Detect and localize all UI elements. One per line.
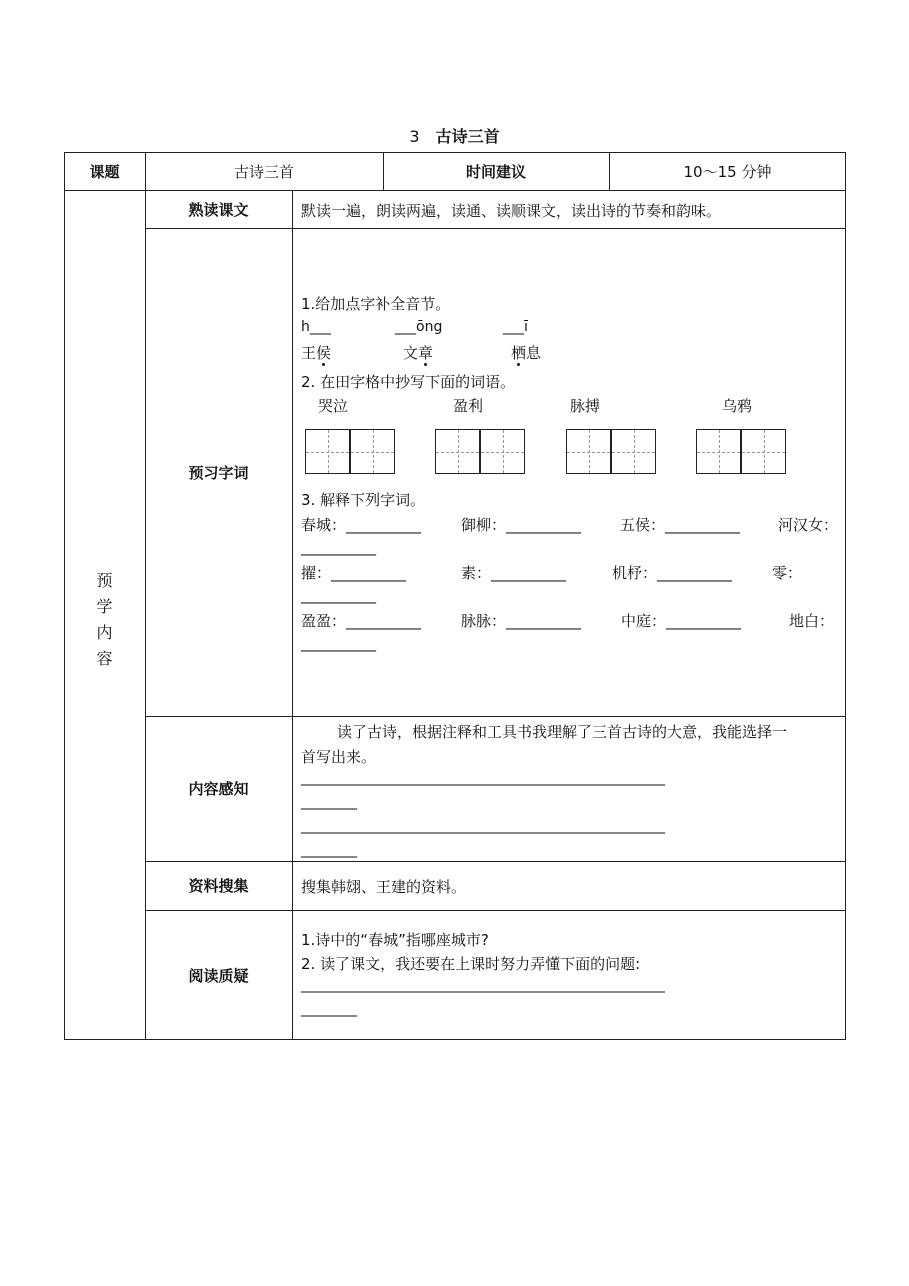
tianzige-box[interactable] bbox=[741, 429, 786, 474]
neirong-blank-1: ____________________________________________________ bbox=[301, 770, 665, 786]
neirong-text-1: 读了古诗，根据注释和工具书我理解了三首古诗的大意，我能选择一 bbox=[337, 723, 788, 741]
title-number: 3 bbox=[409, 127, 420, 146]
word-qixi: 栖息 bbox=[511, 344, 542, 362]
label-neirong: 内容感知 bbox=[188, 780, 249, 798]
term-dibai-blank: __________ bbox=[301, 634, 376, 652]
term-hehannv: 河汉女： bbox=[778, 516, 839, 534]
tianzige-box[interactable] bbox=[350, 429, 395, 474]
term-dibai: 地白： bbox=[789, 612, 835, 630]
term-ling: 零： bbox=[772, 564, 803, 582]
neirong-blank-1b: ________ bbox=[301, 794, 357, 810]
term-momo: 脉脉：__________ bbox=[461, 612, 582, 630]
copy-word-3: 脉搏 bbox=[570, 397, 601, 415]
label-yuxi: 预习字词 bbox=[188, 463, 249, 482]
tianzige-box[interactable] bbox=[611, 429, 656, 474]
neirong-blank-2b: ________ bbox=[301, 842, 357, 858]
yuxi-q1: 1.给加点字补全音节。 bbox=[301, 295, 451, 313]
neirong-blank-2: ____________________________________________________ bbox=[301, 818, 665, 834]
page-title bbox=[0, 124, 909, 147]
time-value: 10～15 分钟 bbox=[683, 162, 772, 181]
tianzige-box[interactable] bbox=[566, 429, 611, 474]
tianzige-box[interactable] bbox=[480, 429, 525, 474]
copy-word-2: 盈利 bbox=[453, 397, 484, 415]
term-jizhu: 机杼：__________ bbox=[612, 564, 733, 582]
label-time: 时间建议 bbox=[465, 162, 526, 181]
term-hehannv-blank: __________ bbox=[301, 538, 376, 556]
label-ziliao: 资料搜集 bbox=[188, 877, 249, 895]
ziliao-text: 搜集韩翃、王建的资料。 bbox=[301, 878, 467, 896]
pinyin-1: h___ bbox=[301, 319, 331, 335]
copy-word-4: 乌鸦 bbox=[722, 397, 753, 415]
yuxi-q3: 3. 解释下列字词。 bbox=[301, 491, 426, 509]
term-zhongting: 中庭：__________ bbox=[621, 612, 742, 630]
yuedu-q1: 1.诗中的“春城”指哪座城市? bbox=[301, 931, 489, 949]
word-wenzhang: 文章 bbox=[403, 344, 434, 362]
term-yuliu: 御柳：__________ bbox=[461, 516, 582, 534]
term-wuhou: 五侯：__________ bbox=[620, 516, 741, 534]
label-yuedu: 阅读质疑 bbox=[188, 966, 249, 985]
term-su: 素：__________ bbox=[461, 564, 567, 582]
term-ling-blank: __________ bbox=[301, 586, 376, 604]
term-chuncheng: 春城：__________ bbox=[301, 516, 422, 534]
yuedu-blank-b: ________ bbox=[301, 1001, 357, 1017]
tianzige-box[interactable] bbox=[435, 429, 480, 474]
yuxi-q2: 2. 在田字格中抄写下面的词语。 bbox=[301, 373, 516, 391]
term-zhuo: 擢：__________ bbox=[301, 564, 407, 582]
term-yingying: 盈盈：__________ bbox=[301, 612, 422, 630]
yuedu-q2: 2. 读了课文，我还要在上课时努力弄懂下面的问题: bbox=[301, 955, 641, 973]
label-shudu: 熟读课文 bbox=[188, 200, 249, 219]
word-wanghou: 王侯 bbox=[301, 344, 332, 362]
neirong-text-2: 首写出来。 bbox=[301, 748, 377, 766]
topic-value: 古诗三首 bbox=[233, 162, 294, 181]
yuedu-blank: ____________________________________________________ bbox=[301, 977, 665, 993]
copy-word-1: 哭泣 bbox=[318, 397, 349, 415]
pinyin-2: ___ōng bbox=[395, 319, 443, 335]
pinyin-3: ___ī bbox=[503, 319, 528, 335]
tianzige-box[interactable] bbox=[305, 429, 350, 474]
tianzige-box[interactable] bbox=[696, 429, 741, 474]
title-text: 古诗三首 bbox=[435, 127, 500, 146]
label-topic: 课题 bbox=[89, 162, 120, 181]
section-label: 预 学 内 容 bbox=[96, 571, 113, 668]
shudu-text: 默读一遍，朗读两遍，读通、读顺课文，读出诗的节奏和韵味。 bbox=[301, 202, 722, 220]
